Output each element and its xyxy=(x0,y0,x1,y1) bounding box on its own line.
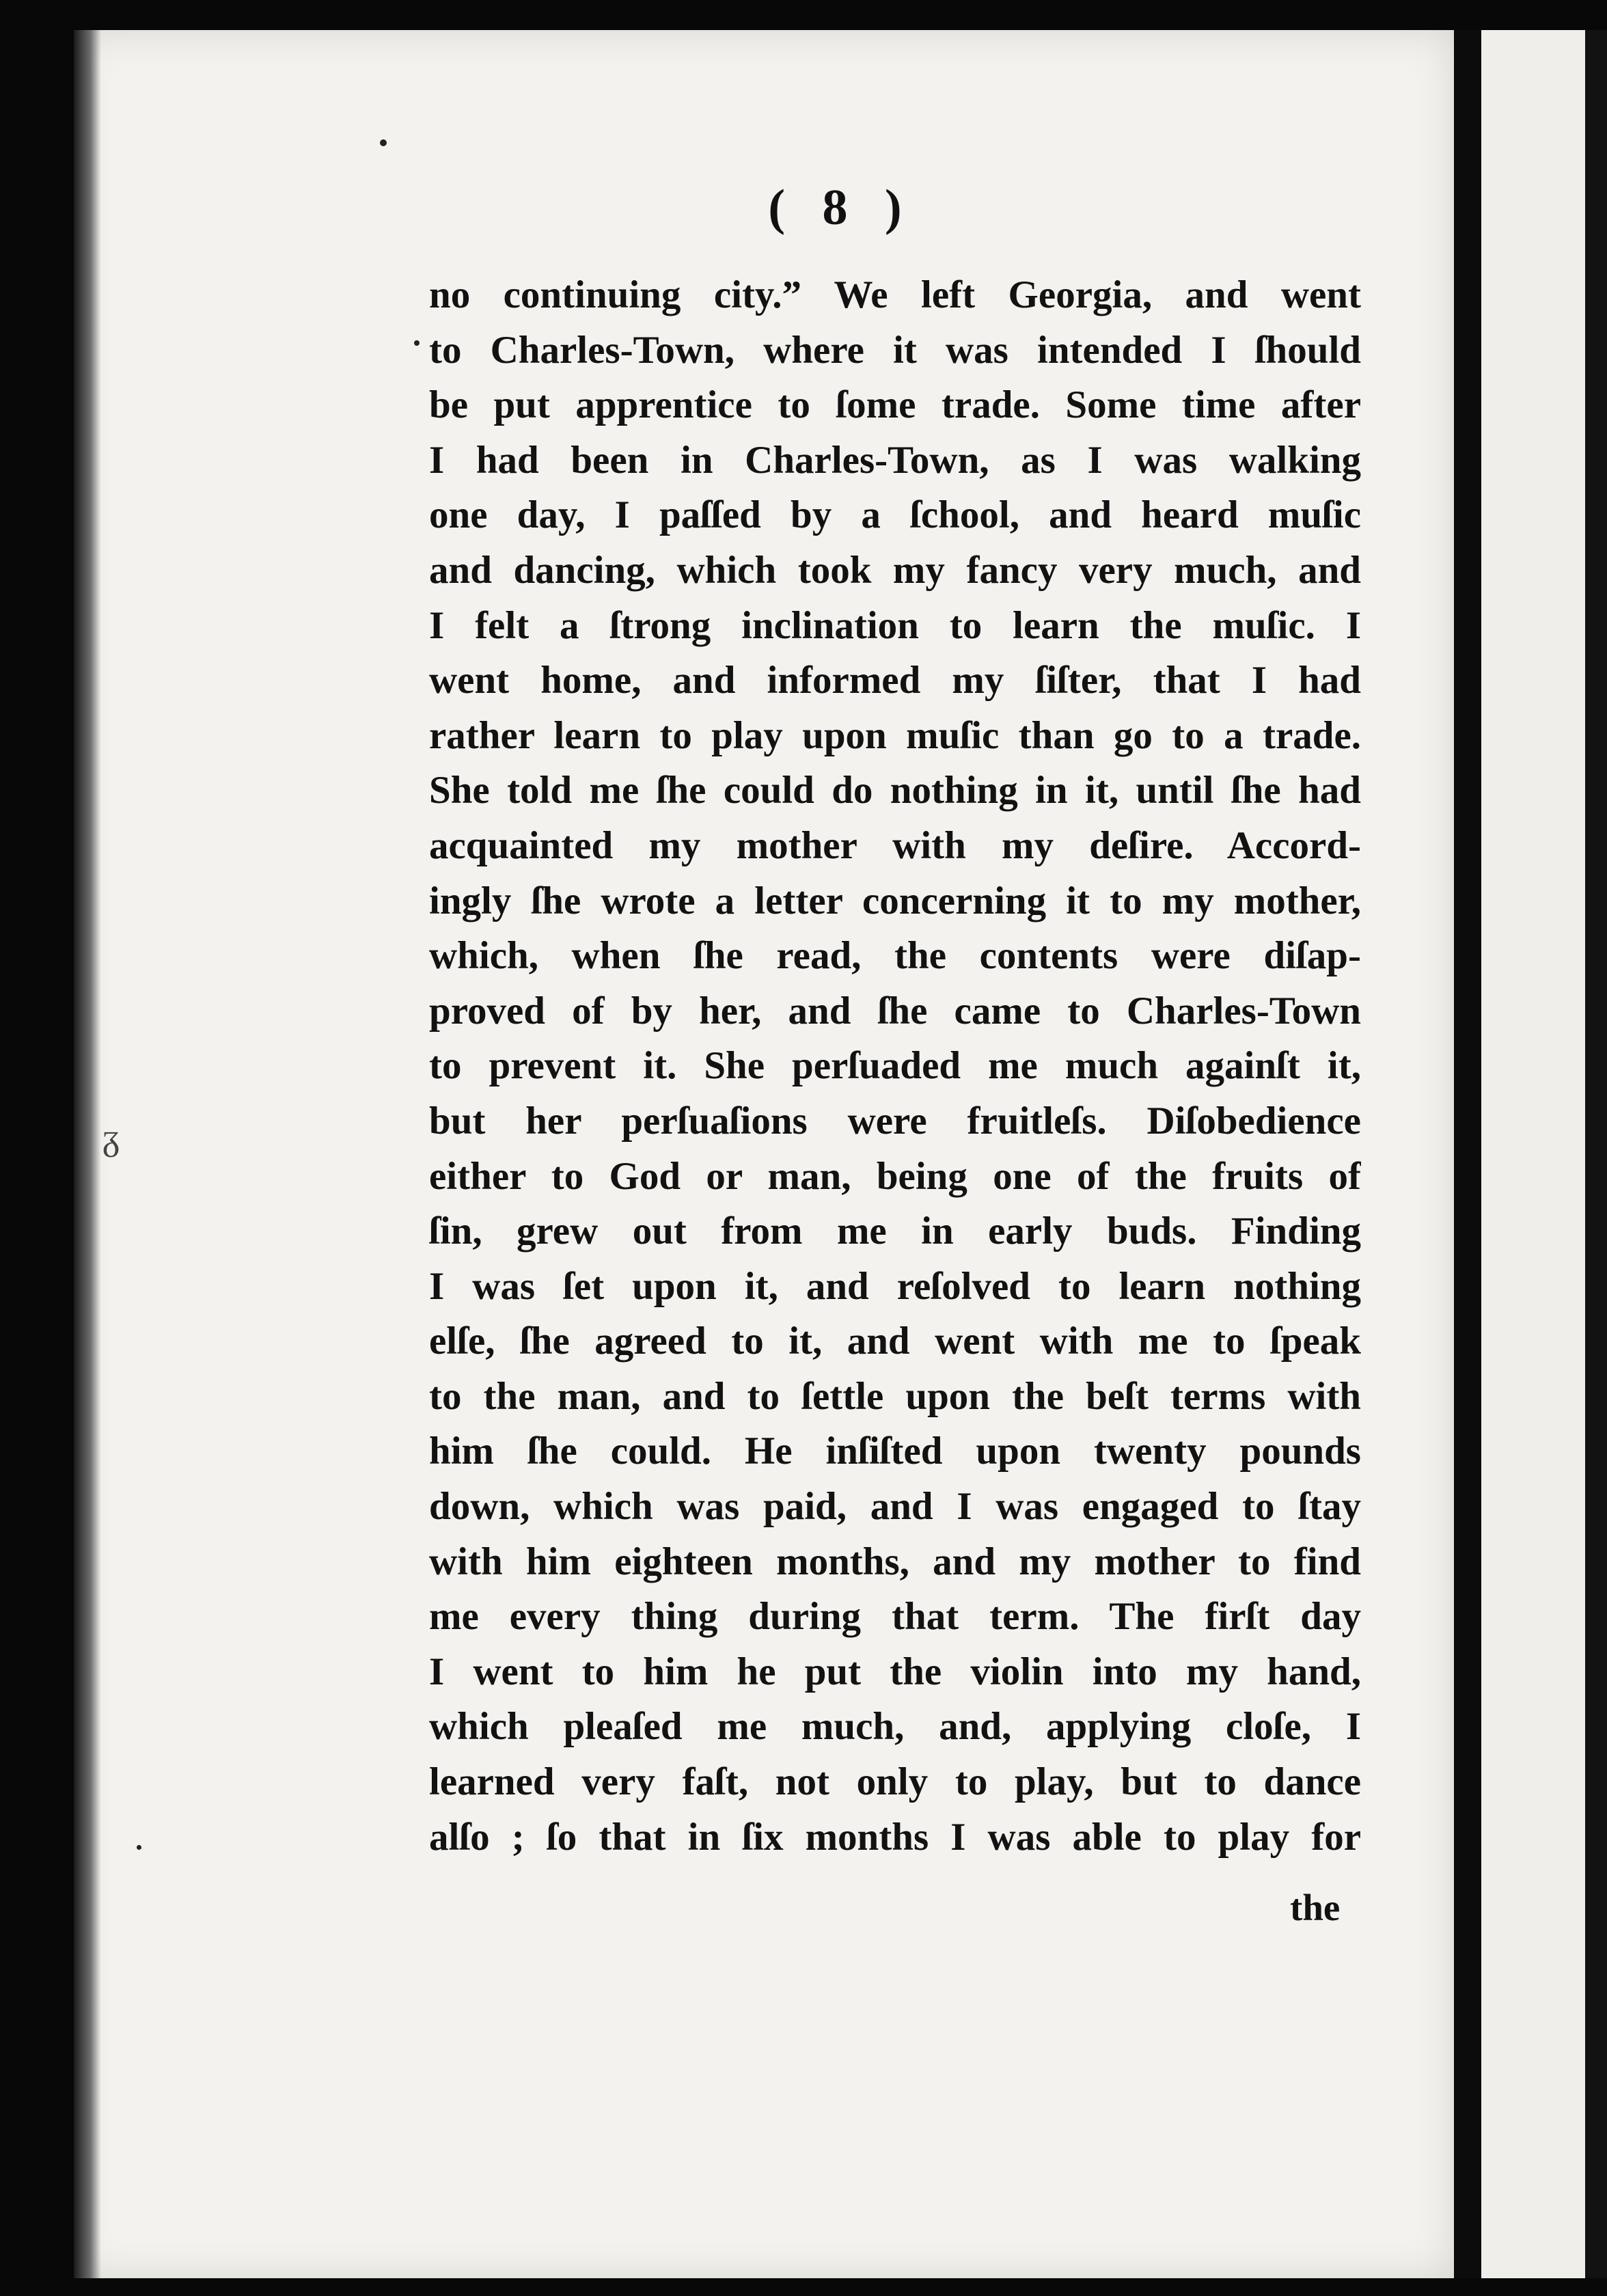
scan-speck xyxy=(137,1845,141,1850)
page-number: ( 8 ) xyxy=(768,180,914,236)
text-line: went home, and informed my ſiſter, that I had xyxy=(429,659,1361,702)
catchword: the xyxy=(1290,1887,1341,1928)
margin-mark: ᵹ xyxy=(102,1115,120,1158)
page-gutter xyxy=(1454,30,1481,2278)
text-line: acquainted my mother with my deſire. Accord- xyxy=(429,823,1361,867)
text-line: to the man, and to ſettle upon the beſt terms with xyxy=(429,1374,1361,1418)
text-line: with him eighteen months, and my mother to find xyxy=(429,1540,1361,1583)
text-line: but her perſuaſions were fruitleſs. Diſobedience xyxy=(429,1099,1361,1143)
text-line: be put apprentice to ſome trade. Some time after xyxy=(429,383,1361,427)
text-line: either to God or man, being one of the fruits of xyxy=(429,1154,1361,1198)
text-line: alſo ; ſo that in ſix months I was able to play for xyxy=(429,1815,1361,1859)
text-line: proved of by her, and ſhe came to Charles-Town xyxy=(429,989,1361,1033)
text-line: to prevent it. She perſuaded me much againſt it, xyxy=(429,1044,1361,1088)
text-line: no continuing city.” We left Georgia, and went xyxy=(429,273,1361,316)
scan-speck xyxy=(380,139,387,146)
text-line: I was ſet upon it, and reſolved to learn nothing xyxy=(429,1264,1361,1308)
text-line: to Charles-Town, where it was intended I ſhould xyxy=(429,328,1361,372)
text-line: I went to him he put the violin into my hand, xyxy=(429,1650,1361,1693)
text-line: which pleaſed me much, and, applying cloſe, I xyxy=(429,1705,1361,1749)
text-line: learned very faſt, not only to play, but to dance xyxy=(429,1760,1361,1804)
text-line: I felt a ſtrong inclination to learn the muſic. I xyxy=(429,603,1361,647)
adjacent-page-border xyxy=(1585,30,1607,2278)
body-text xyxy=(429,268,1361,1865)
text-line: down, which was paid, and I was engaged to ſtay xyxy=(429,1485,1361,1529)
text-line: ingly ſhe wrote a letter concerning it to my mother, xyxy=(429,879,1361,922)
page-fold-shadow xyxy=(74,30,101,2278)
text-line: elſe, ſhe agreed to it, and went with me to ſpeak xyxy=(429,1320,1361,1363)
text-line: I had been in Charles-Town, as I was walking xyxy=(429,438,1361,482)
text-line: ſin, grew out from me in early buds. Finding xyxy=(429,1210,1361,1253)
text-line: which, when ſhe read, the contents were diſap- xyxy=(429,934,1361,978)
text-line: and dancing, which took my fancy very much, and xyxy=(429,548,1361,592)
text-line: She told me ſhe could do nothing in it, until ſhe had xyxy=(429,769,1361,812)
text-line: rather learn to play upon muſic than go to a trade. xyxy=(429,713,1361,757)
text-line: him ſhe could. He inſiſted upon twenty pounds xyxy=(429,1430,1361,1473)
text-line: me every thing during that term. The firſt day xyxy=(429,1595,1361,1639)
scan-speck xyxy=(414,340,420,346)
text-line: one day, I paſſed by a ſchool, and heard muſic xyxy=(429,493,1361,537)
